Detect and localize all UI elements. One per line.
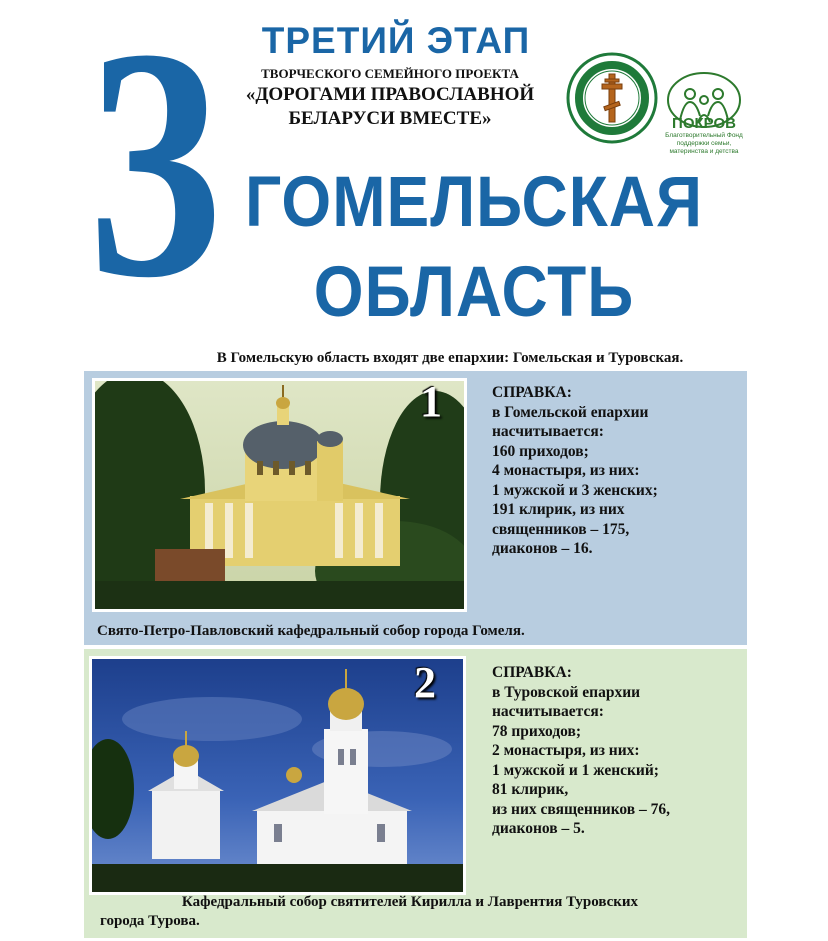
info-line: 4 монастыря, из них: (492, 462, 640, 479)
pokrov-tagline: Благотворительный Фонд поддержки семьи, материнства и детства (665, 132, 743, 155)
pokrov-name: ПОКРОВ (672, 115, 736, 132)
caption-gomel: Свято-Петро-Павловский кафедральный собор города Гомеля. (97, 623, 525, 639)
info-line: диаконов – 16. (492, 540, 593, 557)
stage-number: 3 (88, 0, 224, 346)
info-line: 160 приходов; (492, 442, 589, 460)
caption-turov (100, 893, 720, 931)
mission-logo (566, 52, 658, 144)
info-line: 1 мужской и 3 женских; (492, 481, 658, 499)
info-line: насчитывается: (492, 703, 604, 720)
info-line: священников – 175, (492, 520, 630, 538)
photo-number-2: 2 (414, 658, 436, 707)
info-turov (492, 663, 742, 839)
info-line: СПРАВКА: (492, 384, 572, 401)
gomel-cathedral-photo (92, 378, 467, 612)
info-line: 78 приходов; (492, 722, 582, 740)
photo-number-1: 1 (420, 377, 442, 426)
info-gomel (492, 383, 742, 559)
info-line: 1 мужской и 1 женский; (492, 761, 659, 779)
region-title-line2: ОБЛАСТЬ (313, 251, 635, 332)
info-line: диаконов – 5. (492, 820, 585, 837)
info-line: в Туровской епархии (492, 683, 641, 701)
info-line: насчитывается: (492, 423, 604, 440)
caption-turov-line1: Кафедральный собор святителей Кирилла и Лаврентия Туровских (181, 894, 639, 910)
project-name-line1: «ДОРОГАМИ ПРАВОСЛАВНОЙ (245, 84, 535, 105)
info-line: СПРАВКА: (492, 664, 572, 681)
project-name-line2: БЕЛАРУСИ ВМЕСТЕ» (288, 108, 492, 129)
info-line: 2 монастыря, из них: (492, 742, 640, 759)
turov-cathedral-photo (89, 656, 466, 895)
info-line: 191 клирик, из них (492, 501, 625, 518)
info-line: 81 клирик, (492, 781, 569, 798)
intro-text: В Гомельскую область входят две епархии: Гомельская и Туровская. (216, 350, 684, 366)
project-subtitle: ТВОРЧЕСКОГО СЕМЕЙНОГО ПРОЕКТА (261, 66, 519, 81)
stage-title: ТРЕТИЙ ЭТАП (261, 20, 531, 61)
project-name (200, 83, 580, 131)
caption-turov-line2: города Турова. (100, 913, 200, 929)
info-line: в Гомельской епархии (492, 403, 649, 421)
region-title-line1: ГОМЕЛЬСКАЯ (244, 161, 704, 242)
info-line: из них священников – 76, (492, 800, 671, 818)
